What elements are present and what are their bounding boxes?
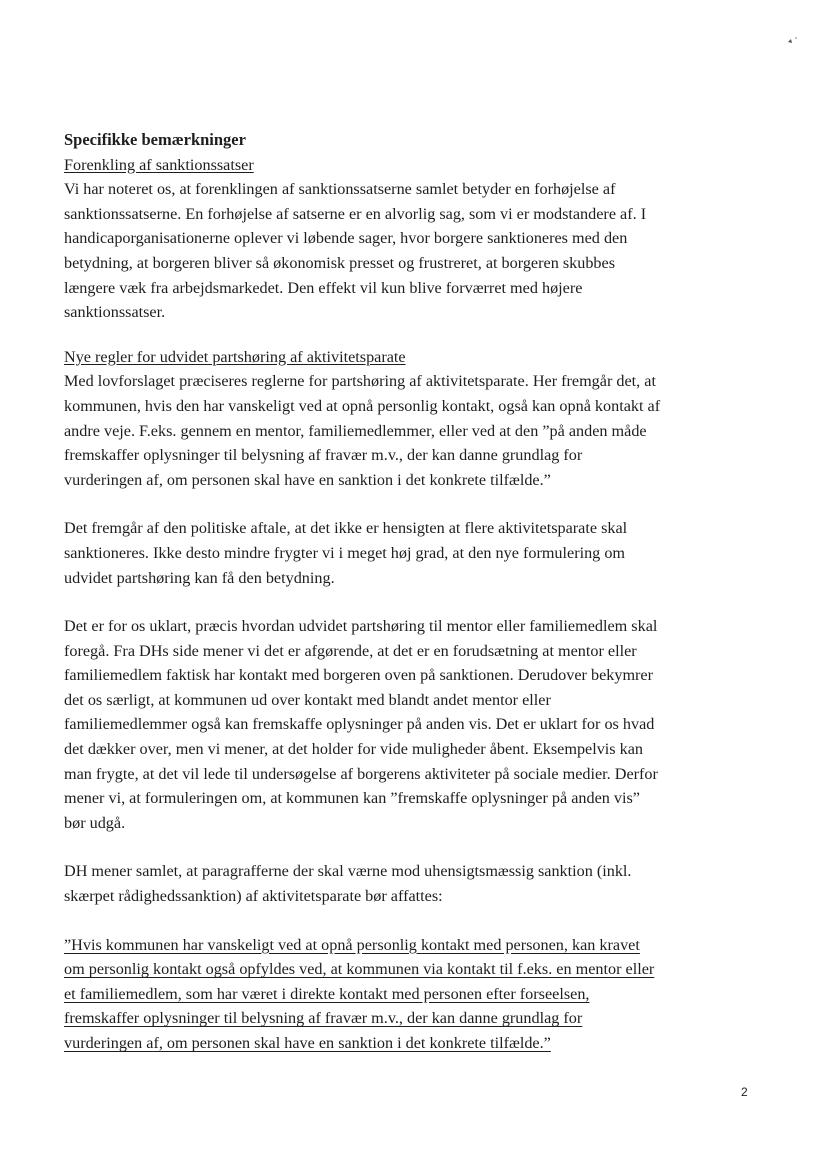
quote-line: om personlig kontakt også opfyldes ved, at kommunen via kontakt til f.eks. en mentor eller [64,960,655,979]
text-line: Vi har noteret os, at forenklingen af sanktionssatserne samlet betyder en forhøjelse af [64,180,616,199]
scan-speck-icon [786,36,798,46]
text-line: man frygte, at det vil lede til undersøgelse af borgerens aktiviteter på sociale medier. Derfor [64,764,658,783]
proposed-wording-quote [64,933,744,1056]
text-line: Det er for os uklart, præcis hvordan udvidet partshøring til mentor eller familiemedlem skal [64,617,658,636]
paragraph-sanktionssatser [64,177,744,325]
text-line: foregå. Fra DHs side mener vi det er afgørende, at det er en forudsætning at mentor eller [64,641,637,660]
paragraph-partshoring-3 [64,614,744,835]
text-line: bør udgå. [64,813,126,832]
text-line: skærpet rådighedssanktion) af aktivitetsparate bør affattes: [64,887,443,906]
quote-line: fremskaffer oplysninger til belysning af fravær m.v., der kan danne grundlag for [64,1009,583,1028]
page-heading: Specifikke bemærkninger [64,130,246,149]
spacer [64,492,744,516]
text-line: mener vi, at formuleringen om, at kommunen kan ”fremskaffe oplysninger på anden vis” [64,789,640,808]
text-line: sanktionssatser. [64,303,166,322]
spacer [64,590,744,614]
quote-line: et familiemedlem, som har været i direkte kontakt med personen efter forseelsen, [64,984,590,1003]
text-line: handicaporganisationerne oplever vi løbende sager, hvor borgere sanktioneres med den [64,229,628,248]
text-line: længere væk fra arbejdsmarkedet. Den effekt vil kun blive forværret med højere [64,278,583,297]
quote-line: vurderingen af, om personen skal have en sanktion i det konkrete tilfælde.” [64,1034,551,1052]
text-line: betydning, at borgeren bliver så økonomisk presset og frustreret, at borgeren skubbes [64,253,615,272]
text-line: vurderingen af, om personen skal have en sanktion i det konkrete tilfælde.” [64,470,551,489]
text-line: DH mener samlet, at paragrafferne der skal værne mod uhensigtsmæssig sanktion (inkl. [64,862,632,881]
spacer [64,325,744,345]
paragraph-partshoring-4 [64,859,744,908]
text-line: andre veje. F.eks. gennem en mentor, familiemedlemmer, eller ved at den ”på anden måde [64,421,647,440]
paragraph-partshoring-2 [64,516,744,590]
text-line: Det fremgår af den politiske aftale, at det ikke er hensigten at flere aktivitetsparate skal [64,519,628,538]
quote-line: ”Hvis kommunen har vanskeligt ved at opnå personlig kontakt med personen, kan kravet [64,935,640,954]
text-line: det dækker over, men vi mener, at det holder for vide muligheder åbent. Eksempelvis kan [64,740,644,759]
section-title-partshoring: Nye regler for udvidet partshøring af aktivitetsparate [64,347,406,366]
spacer [64,835,744,859]
section-title-sanktionssatser: Forenkling af sanktionssatser [64,155,254,174]
text-line: kommunen, hvis den har vanskeligt ved at opnå personlig kontakt, også kan opnå kontakt af [64,396,661,415]
spacer [64,909,744,933]
text-line: Med lovforslaget præciseres reglerne for partshøring af aktivitetsparate. Her fremgår det, at [64,372,656,391]
text-line: sanktionssatserne. En forhøjelse af satserne er en alvorlig sag, som vi er modstandere af. I [64,204,647,223]
text-line: det os særligt, at kommunen ud over kontakt med blandt andet mentor eller [64,690,551,709]
document-body [64,128,744,1056]
text-line: fremskaffer oplysninger til belysning af fravær m.v., der kan danne grundlag for [64,446,583,465]
page-number: 2 [741,1085,748,1099]
text-line: familiemedlem faktisk har kontakt med borgeren oven på sanktionen. Derudover bekymrer [64,666,654,685]
text-line: familiemedlemmer også kan fremskaffe oplysninger på anden vis. Det er uklart for os hvad [64,715,655,734]
text-line: udvidet partshøring kan få den betydning. [64,568,335,587]
text-line: sanktioneres. Ikke desto mindre frygter vi i meget høj grad, at den nye formulering om [64,543,626,562]
paragraph-partshoring-1 [64,369,744,492]
